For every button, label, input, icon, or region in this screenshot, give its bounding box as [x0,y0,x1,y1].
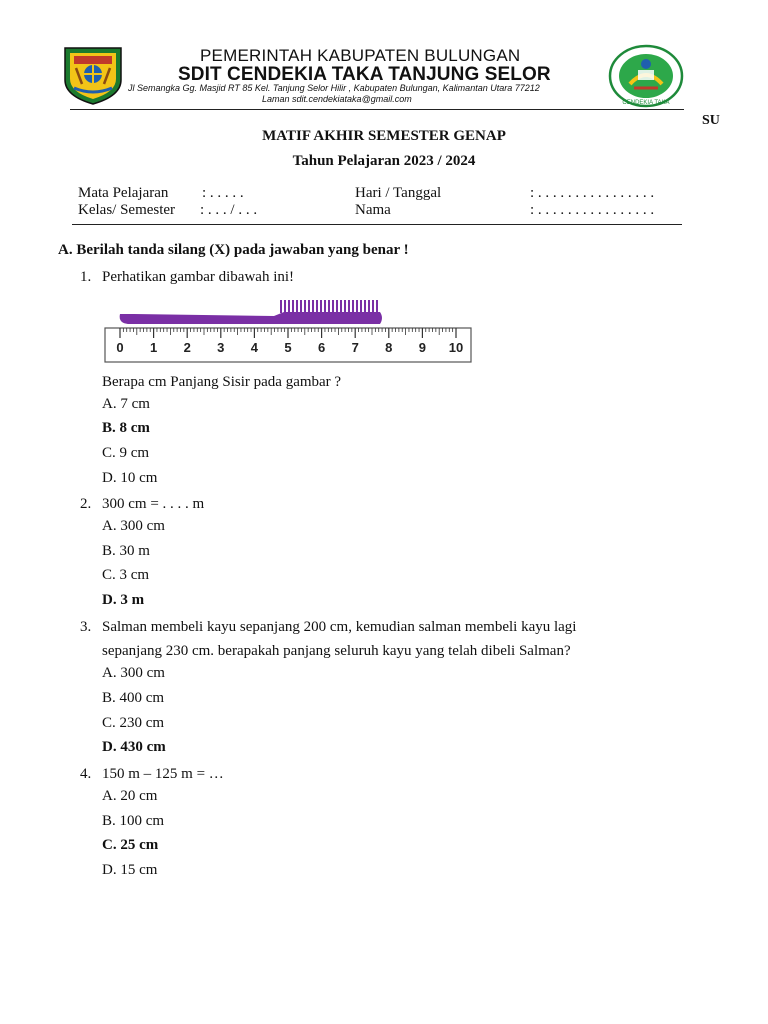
comb-tooth [312,300,314,313]
ruler-label: 2 [183,340,191,355]
option-c[interactable]: C. 9 cm [102,445,150,461]
comb-tooth [292,300,294,313]
option-a[interactable]: A. 20 cm [102,788,158,804]
comb-tooth [340,300,342,313]
section-title: A. Berilah tanda silang (X) pada jawaban yang benar ! [58,242,409,258]
question-number: 3. [80,619,92,635]
comb-tooth [344,300,346,313]
exam-year: Tahun Pelajaran 2023 / 2024 [292,153,476,169]
school-name: SDIT CENDEKIA TAKA TANJUNG SELOR [178,64,551,85]
comb-shape [120,312,382,324]
comb-tooth [296,300,298,313]
comb-tooth [308,300,310,313]
option-c[interactable]: C. 230 cm [102,715,165,731]
comb-tooth [288,300,290,313]
question-text-line2: sepanjang 230 cm. berapakah panjang seluruh kayu yang telah dibeli Salman? [102,643,571,659]
ruler-label: 9 [418,340,427,355]
comb-tooth [280,300,282,313]
comb-tooth [376,300,378,313]
option-c[interactable]: C. 25 cm [102,837,159,853]
comb-tooth [356,300,358,313]
option-b[interactable]: B. 30 m [102,543,150,559]
comb-tooth [328,300,330,313]
info-divider [72,224,682,225]
question-text: Perhatikan gambar dibawah ini! [102,269,295,285]
school-logo-icon [608,44,684,108]
class-label: Kelas/ Semester [78,202,176,218]
ruler-label: 0 [116,340,124,355]
question-number: 1. [80,269,92,285]
ruler-label: 3 [217,340,225,355]
option-d[interactable]: D. 15 cm [102,862,158,878]
option-b[interactable]: B. 8 cm [102,420,150,436]
question-number: 2. [80,496,92,512]
question-text: 150 m – 125 m = … [102,766,224,782]
corner-code: SU [702,113,720,128]
ruler-label: 4 [250,340,259,355]
comb-tooth [336,300,338,313]
question-number: 4. [80,766,92,782]
ruler-label: 6 [317,340,326,355]
question-followup: Berapa cm Panjang Sisir pada gambar ? [102,374,342,390]
regency-crest-icon [60,44,126,106]
school-email: Laman sdit.cendekiataka@gmail.com [262,94,412,104]
ruler-label: 8 [385,340,393,355]
subject-value: : . . . . . [202,185,244,201]
comb-tooth [372,300,374,313]
subject-label: Mata Pelajaran [78,185,169,201]
comb-tooth [300,300,302,313]
comb-tooth [352,300,354,313]
comb-tooth [332,300,334,313]
government-name: PEMERINTAH KABUPATEN BULUNGAN [200,46,521,65]
option-d[interactable]: D. 3 m [102,592,145,608]
comb-tooth [364,300,366,313]
ruler-label: 10 [448,340,464,355]
option-b[interactable]: B. 100 cm [102,813,165,829]
question-text: Salman membeli kayu sepanjang 200 cm, kemudian salman membeli kayu lagi [102,619,577,635]
comb-tooth [320,300,322,313]
option-d[interactable]: D. 10 cm [102,470,158,486]
name-value: : . . . . . . . . . . . . . . . . [530,202,655,218]
question-text: 300 cm = . . . . m [102,496,205,512]
class-value: : . . . / . . . [200,202,258,218]
comb-tooth [316,300,318,313]
day-label: Hari / Tanggal [355,185,442,201]
school-logo-text: CENDEKIA TAKA [622,100,670,106]
comb-tooth [360,300,362,313]
option-a[interactable]: A. 300 cm [102,518,165,534]
ruler-label: 1 [149,340,158,355]
school-address: Jl Semangka Gg. Masjid RT 85 Kel. Tanjung Selor Hilir , Kabupaten Bulungan, Kalimantan Utara 77212 [128,83,540,93]
ruler-label: 7 [351,340,359,355]
option-a[interactable]: A. 300 cm [102,665,165,681]
exam-title: MATIF AKHIR SEMESTER GENAP [262,128,506,144]
day-value: : . . . . . . . . . . . . . . . . [530,185,655,201]
name-label: Nama [355,202,391,218]
option-a[interactable]: A. 7 cm [102,396,150,412]
comb-tooth [324,300,326,313]
header-divider [70,109,684,110]
comb-tooth [348,300,350,313]
option-b[interactable]: B. 400 cm [102,690,165,706]
option-c[interactable]: C. 3 cm [102,567,150,583]
comb-tooth [368,300,370,313]
ruler-comb-figure [104,292,472,364]
comb-tooth [304,300,306,313]
option-d[interactable]: D. 430 cm [102,739,166,755]
ruler-label: 5 [284,340,292,355]
comb-tooth [284,300,286,313]
